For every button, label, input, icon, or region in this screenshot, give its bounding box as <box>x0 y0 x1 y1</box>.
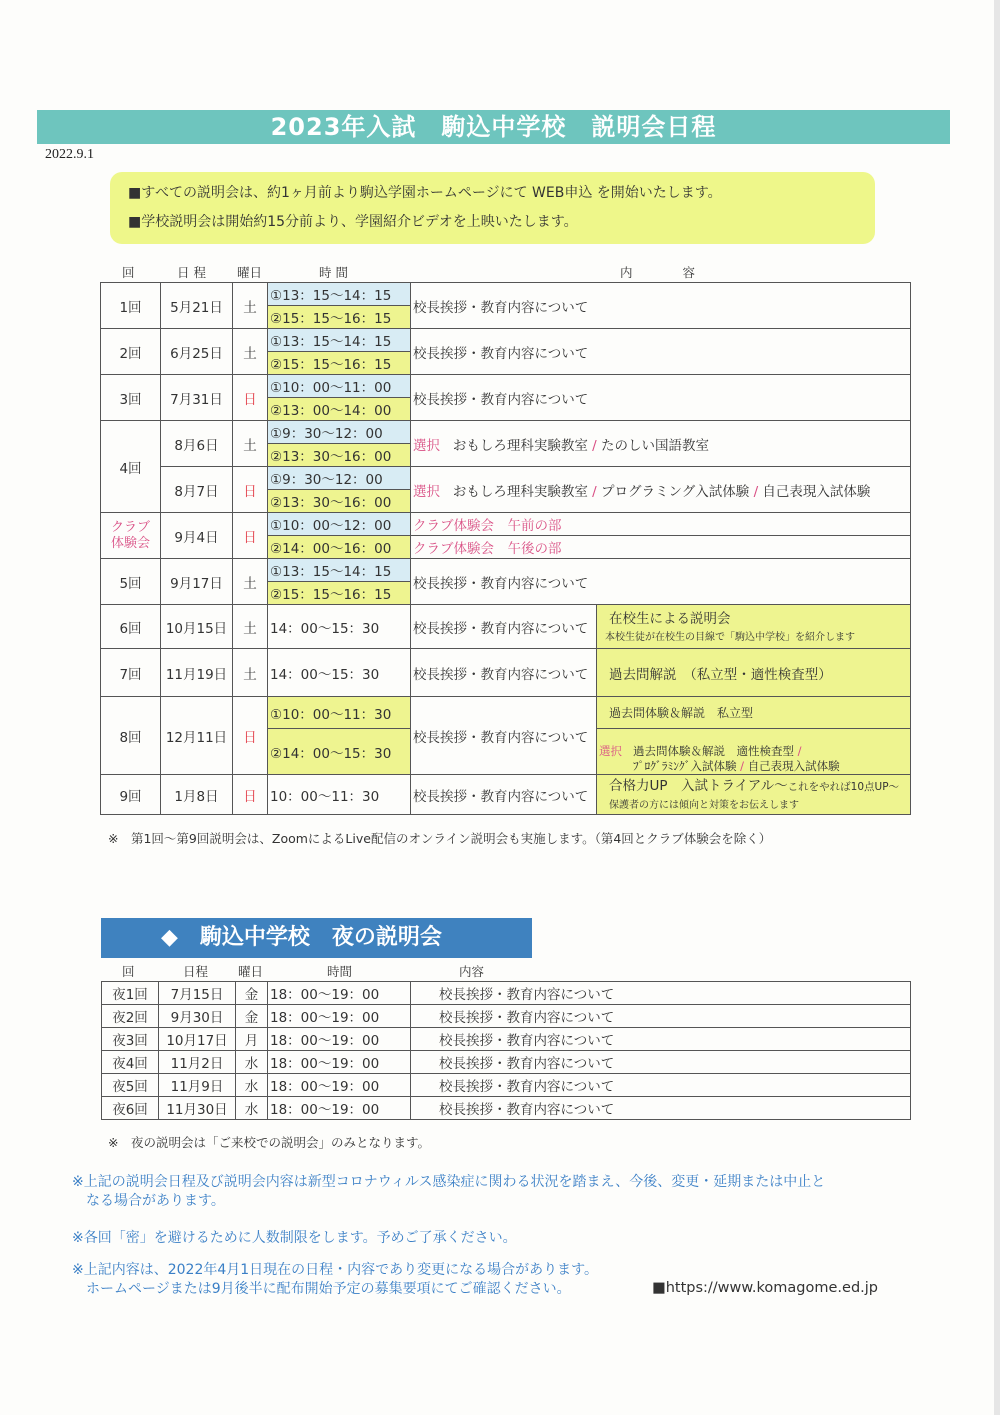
session-time-1: ①9：30～12：00 <box>268 467 411 490</box>
session-content: 校長挨拶・教育内容について <box>411 283 911 329</box>
night-table-row <box>102 1097 911 1120</box>
session-time: 14：00～15：30 <box>268 605 411 649</box>
night-session-number: 夜2回 <box>102 1005 159 1028</box>
extra-title: 在校生による説明会 <box>609 610 731 627</box>
session-time-2: ②13：30～16：00 <box>268 490 411 513</box>
night-session-content: 校長挨拶・教育内容について <box>411 982 911 1005</box>
page-edge <box>994 0 1000 1415</box>
session-time-1: ①13：15～14：15 <box>268 329 411 352</box>
session-day: 日 <box>233 775 268 815</box>
note-covid-line1: ※上記の説明会日程及び説明会内容は新型コロナウィルス感染症に関わる状況を踏まえ、今後、変更・延期または中止と <box>72 1174 826 1190</box>
session-time-2: ②15：15～16：15 <box>268 306 411 329</box>
extra-program: 過去問解説 （私立型・適性検査型） <box>597 649 911 697</box>
notice-video: ■学校説明会は開始約15分前より、学園紹介ビデオを上映いたします。 <box>128 214 578 230</box>
night-session-content: 校長挨拶・教育内容について <box>411 1005 911 1028</box>
club-label-2: 体験会 <box>110 535 150 551</box>
table-row <box>101 649 911 697</box>
session-day: 土 <box>233 559 268 605</box>
header-naiyou: 内 容 <box>620 265 696 280</box>
night-session-content: 校長挨拶・教育内容について <box>411 1028 911 1051</box>
school-url-link[interactable]: ■https://www.komagome.ed.jp <box>652 1280 878 1296</box>
session-content: 校長挨拶・教育内容について <box>411 649 597 697</box>
session-day: 土 <box>233 283 268 329</box>
content-item: たのしい国語教室 <box>601 437 710 454</box>
extra-item: ﾌﾟﾛｸﾞﾗﾐﾝｸﾞ入試体験 <box>633 759 737 773</box>
session-date: 1月8日 <box>161 775 233 815</box>
session-content: 校長挨拶・教育内容について <box>411 605 597 649</box>
night-header-youbi: 曜日 <box>238 964 264 979</box>
session-time: 14：00～15：30 <box>268 649 411 697</box>
night-session-time: 18：00～19：00 <box>268 1051 411 1074</box>
table-row <box>101 697 911 729</box>
night-header-nittei: 日程 <box>183 964 209 979</box>
session-date: 7月31日 <box>161 375 233 421</box>
session-time-1: ①10：00～11：00 <box>268 375 411 398</box>
night-session-date: 7月15日 <box>159 982 236 1005</box>
night-session-number: 夜6回 <box>102 1097 159 1120</box>
night-session-number: 夜1回 <box>102 982 159 1005</box>
extra-item: 自己表現入試体験 <box>747 759 840 773</box>
night-section-title: ◆ 駒込中学校 夜の説明会 <box>101 918 532 958</box>
night-table-row <box>102 1074 911 1097</box>
table-row <box>101 283 911 306</box>
table-row <box>101 467 911 490</box>
night-session-day: 水 <box>236 1074 268 1097</box>
night-session-day: 金 <box>236 982 268 1005</box>
session-date: 8月6日 <box>161 421 233 467</box>
header-nittei: 日 程 <box>177 265 206 280</box>
extra-program <box>597 605 911 649</box>
session-time-1: ①9：30～12：00 <box>268 421 411 444</box>
session-time-1: ①10：00～12：00 <box>268 513 411 536</box>
separator: / <box>592 483 597 500</box>
night-session-content: 校長挨拶・教育内容について <box>411 1051 911 1074</box>
extra-program: 過去問体験＆解説 私立型 <box>597 697 911 729</box>
note-schedule-change <box>72 1261 598 1299</box>
night-session-time: 18：00～19：00 <box>268 982 411 1005</box>
content-item: おもしろ理科実験教室 <box>452 437 588 454</box>
club-label-1: クラブ <box>110 519 150 535</box>
header-kai: 回 <box>122 265 135 280</box>
session-date: 5月21日 <box>161 283 233 329</box>
night-session-number: 夜3回 <box>102 1028 159 1051</box>
night-session-number: 夜5回 <box>102 1074 159 1097</box>
session-number: 6回 <box>101 605 161 649</box>
note-change-line1: ※上記内容は、2022年4月1日現在の日程・内容であり変更になる場合があります。 <box>72 1262 599 1278</box>
session-number: 1回 <box>101 283 161 329</box>
table-row <box>101 421 911 444</box>
session-time-2: ②14：00～15：30 <box>268 729 411 775</box>
night-table-row <box>102 1028 911 1051</box>
separator: / <box>740 759 745 773</box>
table-row <box>101 329 911 352</box>
content-item: プログラミング入試体験 <box>601 483 750 500</box>
extra-title-sub: これをやれば10点UP～ <box>787 781 900 793</box>
night-header-jikan: 時間 <box>327 964 353 979</box>
note-covid <box>72 1173 825 1211</box>
page-title: 2023年入試 駒込中学校 説明会日程 <box>37 110 950 144</box>
session-time: 10：00～11：30 <box>268 775 411 815</box>
session-day: 土 <box>233 605 268 649</box>
night-session-day: 金 <box>236 1005 268 1028</box>
header-youbi: 曜日 <box>237 265 263 280</box>
session-time-1: ①10：00～11：30 <box>268 697 411 729</box>
session-date: 6月25日 <box>161 329 233 375</box>
session-day: 日 <box>233 513 268 559</box>
night-footnote: ※ 夜の説明会は「ご来校での説明会」のみとなります。 <box>108 1135 430 1150</box>
separator: / <box>797 744 802 758</box>
sentaku-label: 選択 <box>413 437 440 454</box>
night-session-date: 11月2日 <box>159 1051 236 1074</box>
extra-title: 合格力UP 入試トライアル～ <box>609 778 788 794</box>
session-content: 校長挨拶・教育内容について <box>411 775 597 815</box>
session-content: 校長挨拶・教育内容について <box>411 559 911 605</box>
session-content <box>411 467 911 513</box>
session-date: 9月4日 <box>161 513 233 559</box>
night-session-time: 18：00～19：00 <box>268 1028 411 1051</box>
session-content: クラブ体験会 午前の部 <box>411 513 911 536</box>
night-session-time: 18：00～19：00 <box>268 1074 411 1097</box>
content-item: おもしろ理科実験教室 <box>452 483 588 500</box>
night-session-date: 9月30日 <box>159 1005 236 1028</box>
session-number: 5回 <box>101 559 161 605</box>
session-time-2: ②13：00～14：00 <box>268 398 411 421</box>
night-table-row <box>102 982 911 1005</box>
session-date: 10月15日 <box>161 605 233 649</box>
notice-web-application: ■すべての説明会は、約1ヶ月前より駒込学園ホームページにて WEB申込 を開始いたします。 <box>128 185 722 201</box>
session-day: 日 <box>233 375 268 421</box>
session-time-1: ①13：15～14：15 <box>268 559 411 582</box>
night-session-day: 月 <box>236 1028 268 1051</box>
night-session-day: 水 <box>236 1097 268 1120</box>
note-change-line2: ホームページまたは9月後半に配布開始予定の募集要項にてご確認ください。 <box>86 1281 571 1297</box>
table-row <box>101 775 911 815</box>
extra-subtitle: 保護者の方には傾向と対策をお伝えします <box>609 800 799 811</box>
table-row <box>101 513 911 536</box>
extra-program <box>597 775 911 815</box>
note-covid-line2: なる場合があります。 <box>86 1193 225 1209</box>
session-number: 7回 <box>101 649 161 697</box>
session-date: 12月11日 <box>161 697 233 775</box>
extra-subtitle: 本校生徒が在校生の目線で「駒込中学校」を紹介します <box>605 631 855 643</box>
session-date: 8月7日 <box>161 467 233 513</box>
sentaku-label: 選択 <box>413 483 440 500</box>
session-time-2: ②15：15～16：15 <box>268 352 411 375</box>
night-table-row <box>102 1051 911 1074</box>
night-session-time: 18：00～19：00 <box>268 1005 411 1028</box>
separator: / <box>753 483 759 500</box>
content-item: 自己表現入試体験 <box>762 483 871 500</box>
sentaku-label: 選択 <box>599 744 622 758</box>
night-session-content: 校長挨拶・教育内容について <box>411 1097 911 1120</box>
table-row <box>101 375 911 398</box>
night-session-time: 18：00～19：00 <box>268 1097 411 1120</box>
session-number: 3回 <box>101 375 161 421</box>
session-number: 8回 <box>101 697 161 775</box>
session-content: 校長挨拶・教育内容について <box>411 329 911 375</box>
session-schedule-table <box>100 282 911 815</box>
zoom-footnote: ※ 第1回～第9回説明会は、ZoomによるLive配信のオンライン説明会も実施します。（第4回とクラブ体験会を除く） <box>108 831 772 846</box>
session-date: 9月17日 <box>161 559 233 605</box>
session-time-2: ②15：15～16：15 <box>268 582 411 605</box>
issue-date: 2022.9.1 <box>45 147 94 162</box>
session-number: 4回 <box>101 421 161 513</box>
session-day: 日 <box>233 697 268 775</box>
session-day: 土 <box>233 649 268 697</box>
table-row <box>101 605 911 649</box>
table-row <box>101 559 911 582</box>
night-session-date: 11月9日 <box>159 1074 236 1097</box>
session-content: 校長挨拶・教育内容について <box>411 697 597 775</box>
night-session-date: 10月17日 <box>159 1028 236 1051</box>
session-day: 土 <box>233 421 268 467</box>
session-day: 土 <box>233 329 268 375</box>
night-table-row <box>102 1005 911 1028</box>
session-content <box>411 421 911 467</box>
note-capacity: ※各回「密」を避けるために人数制限をします。予めご了承ください。 <box>72 1230 517 1246</box>
night-session-number: 夜4回 <box>102 1051 159 1074</box>
night-session-day: 水 <box>236 1051 268 1074</box>
notice-box <box>110 172 875 244</box>
header-jikan: 時 間 <box>319 265 348 280</box>
night-session-content: 校長挨拶・教育内容について <box>411 1074 911 1097</box>
session-content: 校長挨拶・教育内容について <box>411 375 911 421</box>
night-header-kai: 回 <box>122 964 135 979</box>
session-content: クラブ体験会 午後の部 <box>411 536 911 559</box>
session-time-1: ①13：15～14：15 <box>268 283 411 306</box>
night-schedule-table <box>101 981 911 1120</box>
night-header-naiyou: 内容 <box>459 964 485 979</box>
night-session-date: 11月30日 <box>159 1097 236 1120</box>
session-number: 2回 <box>101 329 161 375</box>
session-date: 11月19日 <box>161 649 233 697</box>
session-number: 9回 <box>101 775 161 815</box>
session-number <box>101 513 161 559</box>
extra-item: 過去問体験＆解説 適性検査型 <box>632 744 794 758</box>
separator: / <box>592 437 597 454</box>
session-time-2: ②14：00～16：00 <box>268 536 411 559</box>
session-time-2: ②13：30～16：00 <box>268 444 411 467</box>
extra-program <box>597 729 911 775</box>
session-day: 日 <box>233 467 268 513</box>
